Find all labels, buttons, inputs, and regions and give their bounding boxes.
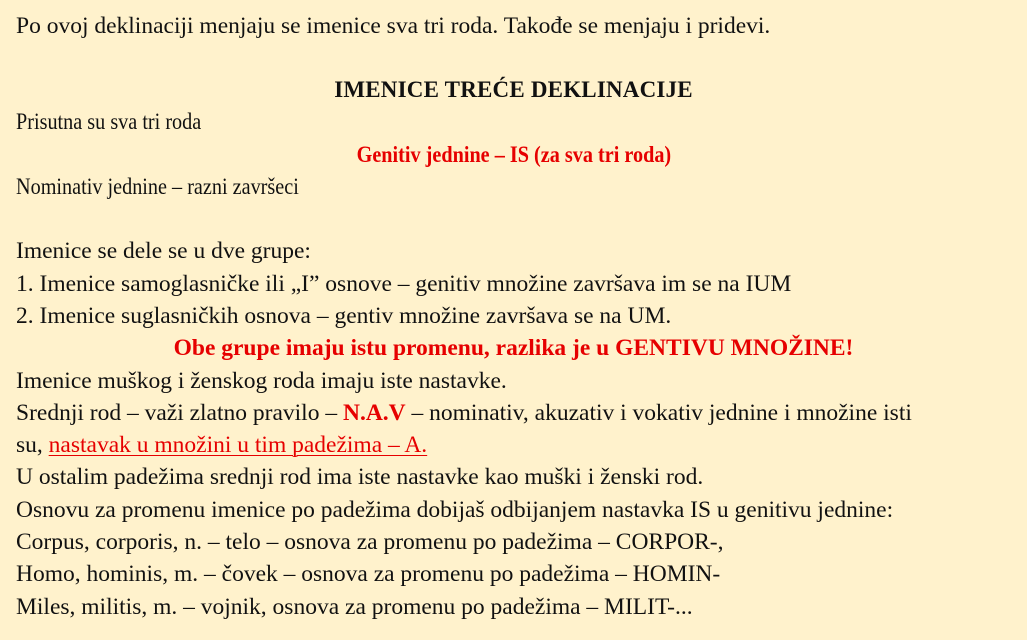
genders-present-label: Prisutna su sva tri roda (16, 109, 202, 135)
genitive-rule (0, 139, 1027, 171)
nominative-rule-label: Nominativ jednine – razni završeci (16, 174, 299, 200)
masc-fem-rule: Imenice muškog i ženskog roda imaju iste nastavke. (16, 368, 507, 394)
neuter-continuation-prefix: su, (16, 432, 49, 458)
example-miles: Miles, militis, m. – vojnik, osnova za promenu po padežima – MILIT-... (16, 594, 693, 620)
nav-highlight: N.A.V (342, 400, 406, 426)
plural-ending-note: nastavak u množini u tim padežima – A. (48, 432, 428, 458)
groups-note: Obe grupe imaju istu promenu, razlika je u GENTIVU MNOŽINE! (173, 335, 854, 361)
neuter-rule-continuation (16, 429, 427, 461)
group-item-2: 2. Imenice suglasničkih osnova – gentiv množine završava se na UM. (16, 303, 672, 329)
genders-present-text (16, 106, 231, 138)
neuter-rule (16, 397, 912, 429)
section-heading: IMENICE TREĆE DEKLINACIJE (334, 77, 693, 102)
intro-text: Po ovoj deklinaciji menjaju se imenice sva tri roda. Takođe se menjaju i pridevi. (16, 13, 771, 39)
group-item-1: 1. Imenice samoglasničke ili „I” osnove – genitiv množine završava im se na IUM (16, 271, 792, 297)
example-corpus: Corpus, corporis, n. – telo – osnova za promenu po padežima – CORPOR-, (16, 529, 724, 555)
stem-rule: Osnovu za promenu imenice po padežima dobijaš odbijanjem nastavka IS u genitivu jednine: (16, 497, 894, 523)
genitive-rule-label: Genitiv jednine – IS (za sva tri roda) (356, 142, 671, 168)
other-cases-rule: U ostalim padežima srednji rod ima iste nastavke kao muški i ženski rod. (16, 464, 704, 490)
neuter-rule-suffix: – nominativ, akuzativ i vokativ jednine i množine isti (405, 400, 912, 426)
nominative-rule (16, 171, 345, 203)
neuter-rule-prefix: Srednji rod – važi zlatno pravilo – (16, 400, 343, 426)
example-homo: Homo, hominis, m. – čovek – osnova za promenu po padežima – HOMIN- (16, 561, 721, 587)
groups-intro: Imenice se dele se u dve grupe: (16, 238, 311, 264)
